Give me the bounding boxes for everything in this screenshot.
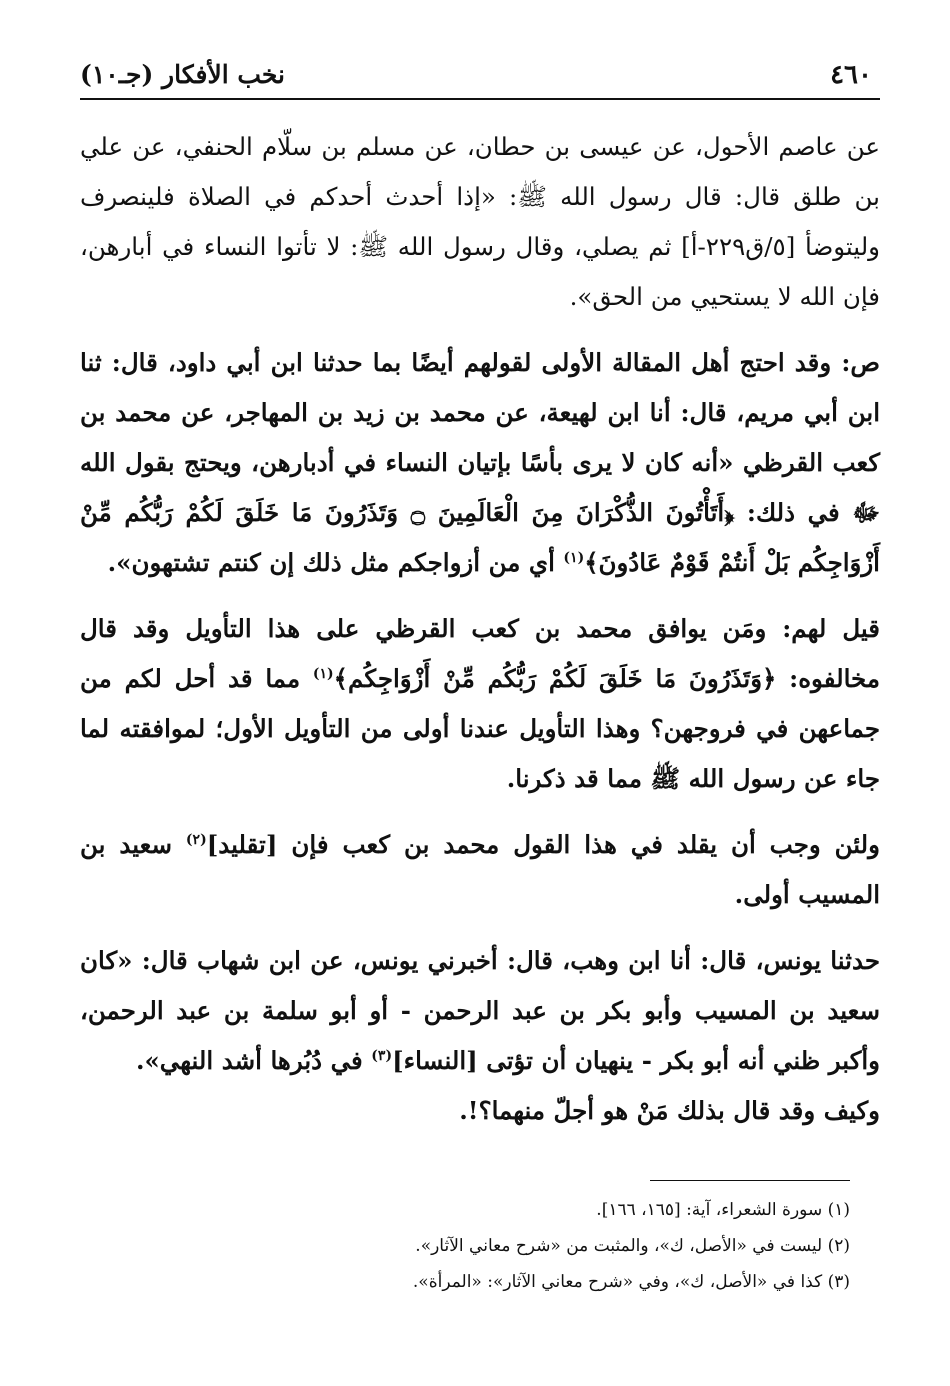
paragraph-text: ص: وقد احتج أهل المقالة الأولى لقولهم أيضًا بما حدثنا ابن أبي داود، قال: ثنا ابن أبي مريم، قال: أنا ابن لهيعة، عن محمد بن زيد بن المهاجر، عن محمد بن كعب القرظي «أنه كان لا يرى بأسًا بإتيان النساء في أدبارهن، ويحتج بقول الله ﷻ في ذلك: ﴿أَتَأْتُونَ الذُّكْرَانَ مِنَ الْعَالَمِينَ ۝ وَتَذَرُونَ مَا خَلَقَ لَكُمْ رَبُّكُم مِّنْ أَزْوَاجِكُم بَلْ أَنتُمْ قَوْمٌ عَادُونَ﴾ [80, 348, 881, 577]
paragraph-hadith-yunus [80, 936, 880, 1086]
paragraph-taqlid [80, 820, 880, 920]
page-header [80, 54, 880, 100]
paragraph-text: مما قد أحل لكم من جماعهن في فروجهن؟ وهذا التأويل عندنا أولى من التأويل الأول؛ لموافقته لما جاء عن رسول الله ﷺ مما قد ذكرنا. [80, 664, 880, 793]
paragraph-text: سعيد بن المسيب أولى. [80, 830, 880, 909]
paragraph-reply [80, 604, 880, 804]
paragraph-argument-first-view [80, 338, 880, 588]
footnote-1: (١) سورة الشعراء، آية: [١٦٥، ١٦٦]. [596, 1200, 850, 1220]
footnote-separator [650, 1180, 850, 1181]
page-number: ٤٦٠ [830, 60, 872, 90]
running-title: نخب الأفكار (جـ١٠) [80, 60, 286, 89]
paragraph-text: أي من أزواجكم مثل ذلك إن كنتم تشتهون». [107, 548, 564, 577]
footnote-marker: (١) [312, 665, 334, 682]
footnote-marker: (٣) [371, 1047, 393, 1064]
footnote-2: (٢) ليست في «الأصل، ك»، والمثبت من «شرح معاني الآثار». [415, 1236, 850, 1256]
paragraph-conclusion: وكيف وقد قال بذلك مَنْ هو أجلّ منهما؟!. [459, 1096, 880, 1125]
paragraph-text: ولئن وجب أن يقلد في هذا القول محمد بن كعب فإن [تقليد] [206, 830, 880, 859]
paragraph-text: في دُبُرها أشد النهي». [135, 1046, 372, 1075]
footnote-3: (٣) كذا في «الأصل، ك»، وفي «شرح معاني الآثار»: «المرأة». [412, 1272, 850, 1292]
paragraph-hadith-ali-bin-talq: عن عاصم الأحول، عن عيسى بن حطان، عن مسلم بن سلّام الحنفي، عن علي بن طلق قال: قال رسول الله ﷺ: «إذا أحدث أحدكم في الصلاة فلينصرف وليتوضأ [٥/ق٢٢٩-أ] ثم يصلي، وقال رسول الله ﷺ: لا تأتوا النساء في أبارهن، فإن الله لا يستحيي من الحق». [80, 132, 880, 311]
main-text [80, 122, 880, 1136]
footnotes [80, 1192, 880, 1300]
paragraph-text: قيل لهم: ومَن يوافق محمد بن كعب القرظي على هذا التأويل وقد قال مخالفوه: ﴿وَتَذَرُونَ مَا خَلَقَ لَكُمْ رَبُّكُم مِّنْ أَزْوَاجِكُم﴾ [80, 614, 880, 693]
paragraph-text: حدثنا يونس، قال: أنا ابن وهب، قال: أخبرني يونس، عن ابن شهاب قال: «كان سعيد بن المسيب وأبو بكر بن عبد الرحمن - أو أبو سلمة بن عبد الرحمن، وأكبر ظني أنه أبو بكر - ينهيان أن تؤتى [النساء] [80, 946, 880, 1075]
footnote-marker: (٢) [185, 831, 207, 848]
footnote-marker: (١) [563, 549, 585, 566]
